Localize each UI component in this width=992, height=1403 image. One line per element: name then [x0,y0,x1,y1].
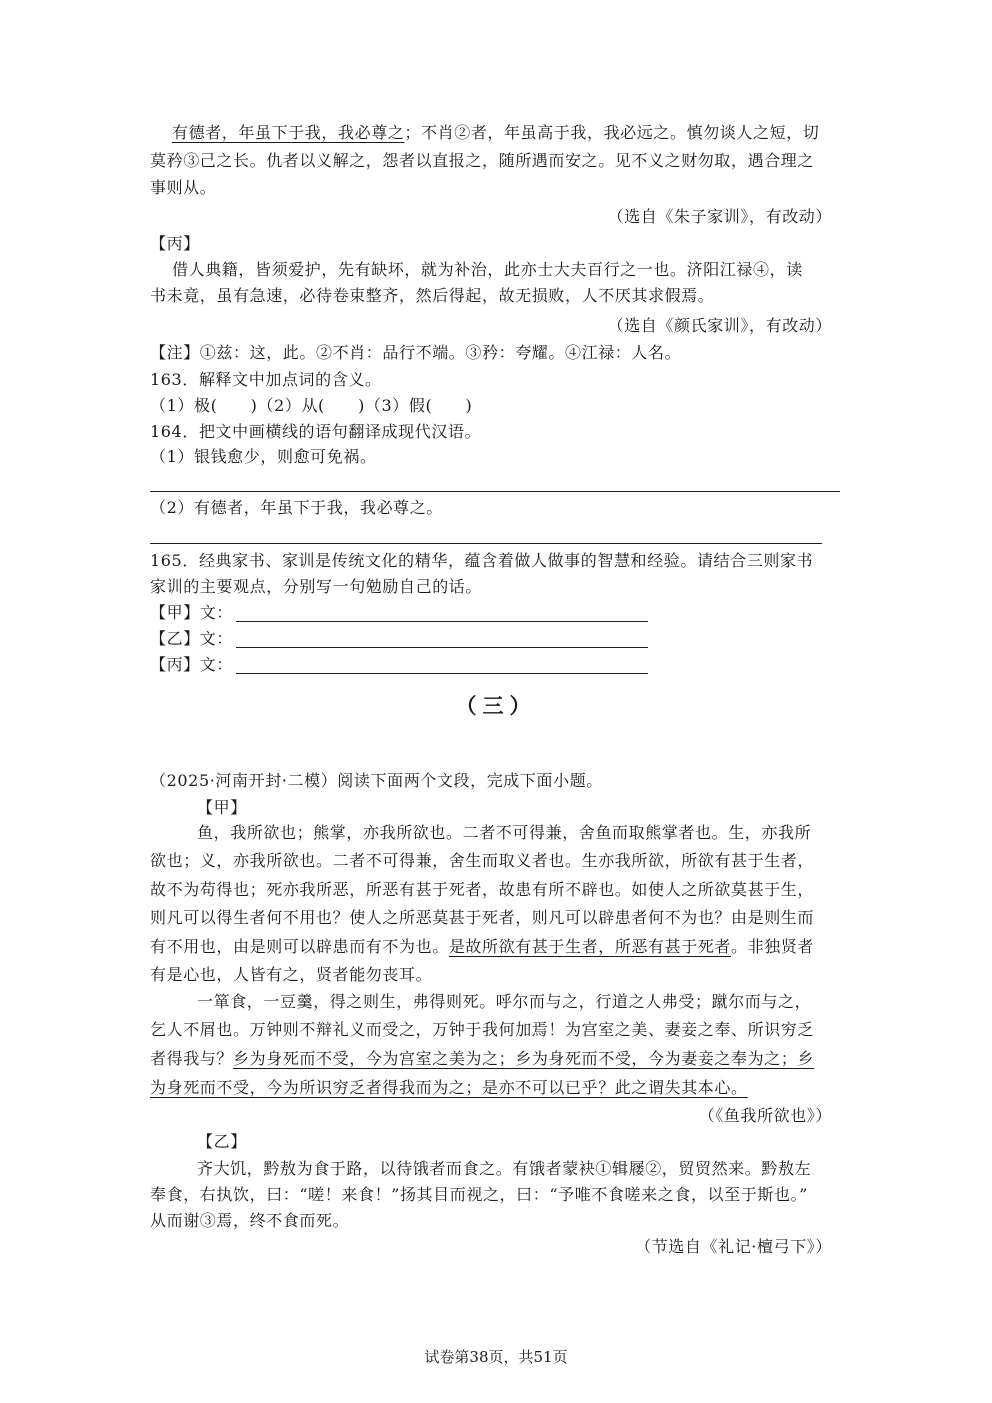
jia-p1-line-6: 有是心也，人皆有之，贤者能勿丧耳。 [150,965,433,984]
answer-label-yi: 【乙】文： [150,629,234,648]
yi-heading: 【乙】 [197,1132,247,1151]
question-164: 164．把文中画横线的语句翻译成现代汉语。 [150,422,482,441]
jia-p1-line-2: 欲也；义，亦我所欲也。二者不可得兼，舍生而取义者也。生亦我所欲，所欲有甚于生者， [150,851,815,870]
yi-text-line-2: 莫矜③己之长。仇者以义解之，怨者以直报之，随所遇而安之。见不义之财勿取，遇合理之 [150,151,815,170]
source-yanshi: （选自《颜氏家训》，有改动） [607,316,832,335]
section-intro: （2025·河南开封·二模）阅读下面两个文段，完成下面小题。 [150,771,603,790]
underlined-sentence: 是故所欲有甚于生者，所恶有甚于死者 [448,937,732,956]
yi-line-2: 奉食，右执饮，曰：“嗟！来食！”扬其目而视之，曰：“予唯不食嗟来之食，以至于斯也。” [150,1185,808,1204]
jia-heading: 【甲】 [197,798,247,817]
page-footer: 试卷第38页，共51页 [424,1348,568,1366]
section-title: （三） [455,694,537,718]
yi-text-line-3: 事则从。 [150,178,217,197]
underlined-sentence: 为身死而不受，今为所识穷乏者得我而为之；是亦不可以已乎？此之谓失其本心。 [150,1078,748,1097]
bing-heading: 【丙】 [150,234,200,253]
question-165-line-1: 165．经典家书、家训是传统文化的精华，蕴含着做人做事的智慧和经验。请结合三则家书 [150,551,814,570]
question-164-item-2: （2）有德者，年虽下于我，我必尊之。 [150,498,443,517]
answer-line-yi[interactable] [236,647,648,648]
answer-line-164-2[interactable] [150,543,822,544]
jia-p2-line-1: 一箪食，一豆羹，得之则生，弗得则死。呼尔而与之，行道之人弗受；蹴尔而与之， [197,992,812,1011]
jia-p1-line-4: 则凡可以得生者何不用也？使人之所恶莫甚于死者，则凡可以辟患者何不为也？由是则生而 [150,908,815,927]
source-zhuzi: （选自《朱子家训》，有改动） [607,207,832,226]
answer-line-bing[interactable] [236,673,648,674]
source-liji: （节选自《礼记·檀弓下》） [635,1237,832,1256]
question-165-line-2: 家训的主要观点，分别写一句勉励自己的话。 [150,577,483,596]
answer-label-bing: 【丙】文： [150,655,234,674]
answer-line-164-1[interactable] [150,491,840,492]
jia-p2-line-2: 乞人不屑也。万钟则不辩礼义而受之，万钟于我何加焉！为宫室之美、妻妾之奉、所识穷乏 [150,1020,815,1039]
bing-text-line-2: 书未竟，虽有急速，必待卷束整齐，然后得起，故无损败，人不厌其求假焉。 [150,286,715,305]
source-yuwosuoyu: （《鱼我所欲也》） [698,1106,832,1125]
question-163: 163．解释文中加点词的含义。 [150,370,382,389]
answer-line-jia[interactable] [236,621,648,622]
jia-p1-line-3: 故不为苟得也；死亦我所恶，所恶有甚于死者，故患有所不辟也。如使人之所欲莫甚于生， [150,880,815,899]
yi-line-3: 从而谢③焉，终不食而死。 [150,1211,350,1230]
underlined-sentence: 有德者，年虽下于我，我必尊之 [172,123,405,142]
jia-p2-line-3: 者得我与？乡为身死而不受，今为宫室之美为之；乡为身死而不受，今为妻妾之奉为之；乡 [150,1049,815,1068]
question-164-item-1: （1）银钱愈少，则愈可免祸。 [150,447,377,466]
jia-p1-line-5: 有不用也，由是则可以辟患而有不为也。是故所欲有甚于生者，所恶有甚于死者。非独贤者 [150,937,815,956]
underlined-sentence: 乡为身死而不受，今为宫室之美为之；乡为身死而不受，今为妻妾之奉为之；乡 [233,1049,815,1068]
answer-label-jia: 【甲】文： [150,603,234,622]
bing-text-line-1: 借人典籍，皆须爱护，先有缺坏，就为补治，此亦士大夫百行之一也。济阳江禄④，读 [172,260,803,279]
yi-text-line-1: 有德者，年虽下于我，我必尊之；不肖②者，年虽高于我，我必远之。慎勿谈人之短，切 [172,123,820,142]
jia-p2-line-4 [150,1077,748,1099]
yi-line-1: 齐大饥，黔敖为食于路，以待饿者而食之。有饿者蒙袂①辑屦②，贸贸然来。黔敖左 [197,1159,812,1178]
jia-p1-line-1: 鱼，我所欲也；熊掌，亦我所欲也。二者不可得兼，舍鱼而取熊掌者也。生，亦我所 [197,823,812,842]
question-163-items: （1）极( )（2）从( )（3）假( ) [150,396,473,415]
notes: 【注】①兹：这，此。②不肖：品行不端。③矜：夸耀。④江禄：人名。 [150,343,682,362]
